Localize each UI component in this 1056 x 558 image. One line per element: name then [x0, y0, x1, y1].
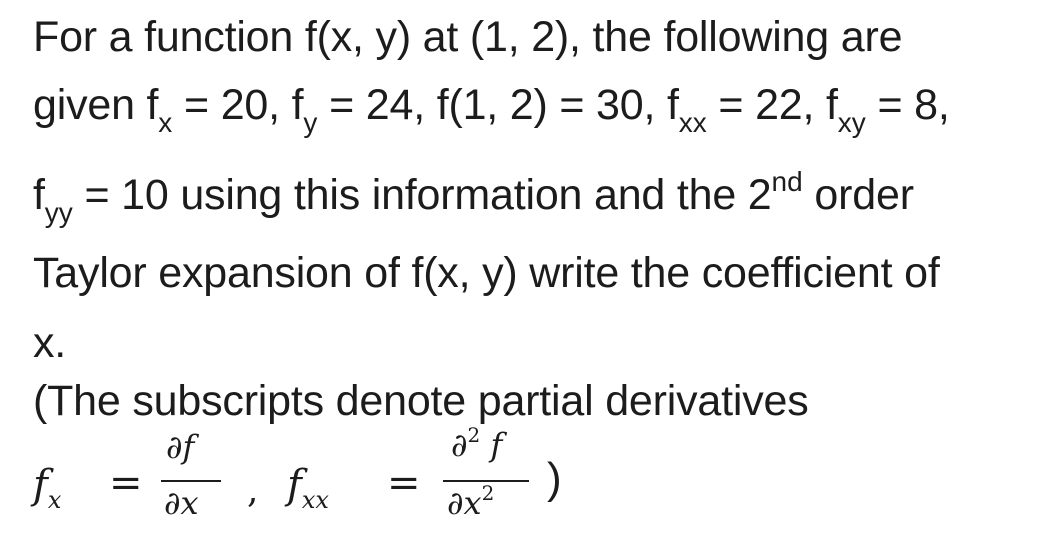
subscript: yy	[44, 197, 73, 228]
fraction-numerator: ∂f	[166, 428, 195, 466]
subscript: xx	[678, 107, 707, 138]
fraction-numerator: ∂$^2$ f	[451, 423, 503, 464]
fraction-denominator: ∂x	[164, 484, 199, 522]
text-segment: = 8,	[865, 81, 950, 129]
problem-line-4: Taylor expansion of f(x, y) write the coefficient of	[33, 249, 940, 297]
comma: ,	[247, 470, 259, 511]
equals-sign: =	[387, 460, 421, 506]
text-segment: f	[33, 171, 45, 219]
math-subscript: xx	[301, 486, 329, 514]
problem-line-5: x.	[33, 319, 67, 367]
math-symbol: $f_{xx}$	[287, 462, 329, 514]
fraction-denominator: $\partial x^2$	[447, 481, 495, 522]
subscript: y	[303, 107, 318, 138]
math-symbol: $f_x$	[33, 462, 62, 514]
text-segment: order	[802, 171, 914, 219]
subscript: xy	[837, 107, 866, 138]
text-segment: = 22, f	[706, 81, 838, 129]
text-segment: = 10 using this information and the 2	[72, 171, 772, 219]
fraction-bar	[161, 480, 221, 482]
subscript: x	[158, 107, 173, 138]
text-segment: = 20, f	[172, 81, 304, 129]
superscript: nd	[771, 166, 803, 197]
text-segment: = 24, f(1, 2) = 30, f	[317, 81, 679, 129]
closing-parenthesis: )	[547, 454, 562, 503]
problem-line-6: (The subscripts denote partial derivatives	[33, 377, 809, 425]
problem-line-3	[33, 166, 914, 228]
problem-line-1: For a function f(x, y) at (1, 2), the following are	[33, 13, 903, 61]
problem-line-2	[33, 80, 950, 138]
equals-sign: =	[109, 460, 143, 506]
text-segment: given f	[33, 81, 159, 129]
math-subscript: x	[47, 486, 62, 514]
